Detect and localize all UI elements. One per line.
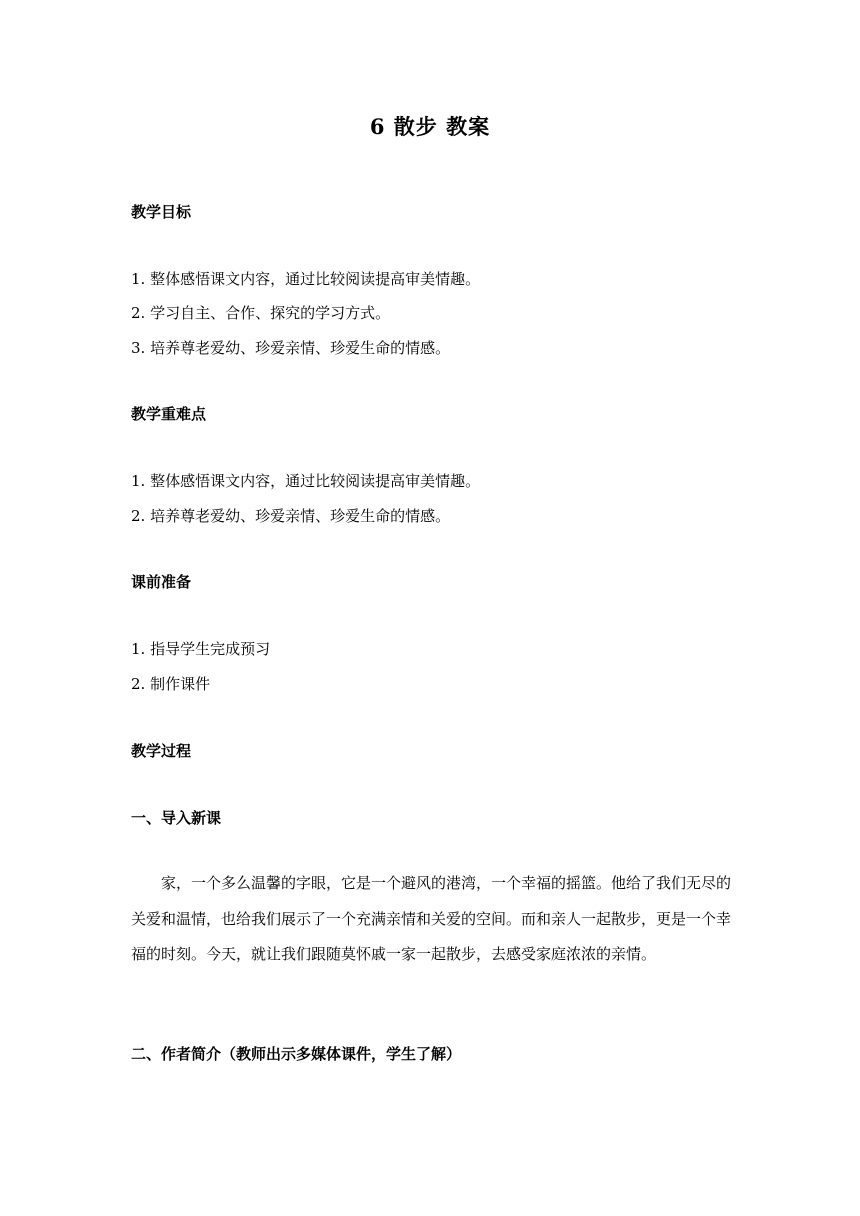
- goals-item-2: 2. 学习自主、合作、探究的学习方式。: [131, 304, 391, 322]
- goals-item-1: 1. 整体感悟课文内容，通过比较阅读提高审美情趣。: [131, 270, 481, 288]
- key-points-item-2: 2. 培养尊老爱幼、珍爱亲情、珍爱生命的情感。: [131, 507, 451, 525]
- preparation-item-2: 2. 制作课件: [131, 675, 211, 693]
- goals-item-3: 3. 培养尊老爱幼、珍爱亲情、珍爱生命的情感。: [131, 339, 451, 357]
- key-points-item-1: 1. 整体感悟课文内容，通过比较阅读提高审美情趣。: [131, 472, 481, 490]
- document-title: 6 散步 教案: [369, 114, 491, 139]
- process-heading: 教学过程: [131, 742, 192, 760]
- intro-paragraph: 家，一个多么温馨的字眼，它是一个避风的港湾，一个幸福的摇篮。他给了我们无尽的关爱和温情，也给我们展示了一个充满亲情和关爱的空间。而和亲人一起散步，更是一个幸福的时刻。今天，就让我们跟随莫怀戚一家一起散步，去感受家庭浓浓的亲情。: [131, 874, 732, 963]
- key-points-heading: 教学重难点: [131, 405, 207, 423]
- preparation-item-1: 1. 指导学生完成预习: [131, 640, 271, 658]
- goals-heading: 教学目标: [131, 203, 192, 221]
- author-heading: 二、作者简介（教师出示多媒体课件，学生了解）: [131, 1045, 462, 1063]
- intro-heading: 一、导入新课: [131, 809, 222, 827]
- preparation-heading: 课前准备: [131, 573, 192, 591]
